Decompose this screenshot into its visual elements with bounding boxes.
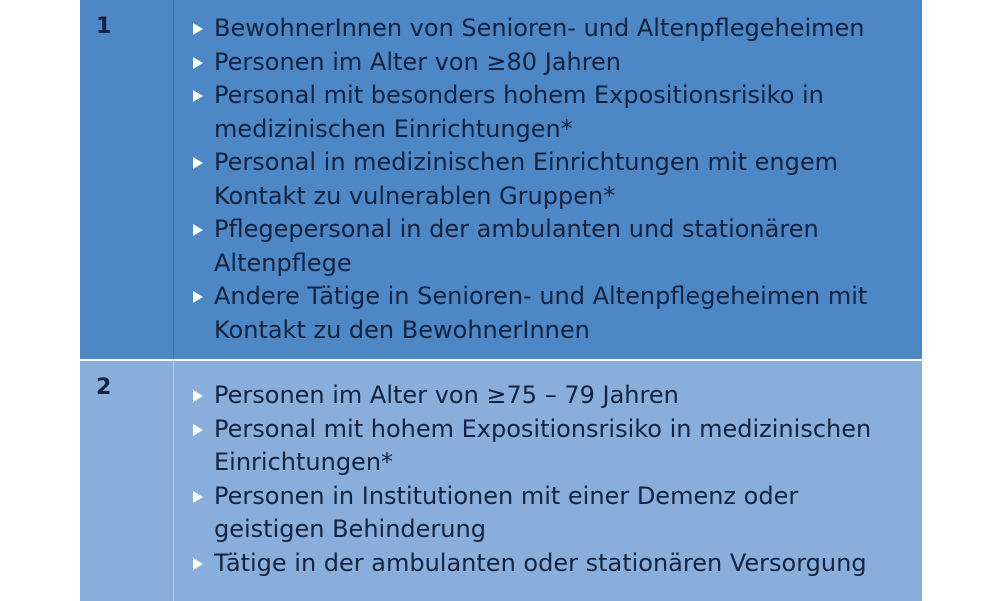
triangle-bullet-icon xyxy=(193,90,203,102)
triangle-bullet-icon xyxy=(193,23,203,35)
priority-table xyxy=(80,0,922,577)
triangle-bullet-icon xyxy=(193,157,203,169)
list-item xyxy=(190,379,910,413)
list-item-text: Personal in medizinischen Einrichtungen mit engem Kontakt zu vulnerablen Gruppen* xyxy=(214,148,838,210)
list-item xyxy=(190,12,910,46)
list-item-text: Personen im Alter von ≥75 – 79 Jahren xyxy=(214,381,679,409)
priority-group-list xyxy=(190,12,910,347)
list-item xyxy=(190,413,910,480)
list-item xyxy=(190,146,910,213)
priority-number: 1 xyxy=(96,14,112,39)
triangle-bullet-icon xyxy=(193,390,203,402)
list-item xyxy=(190,46,910,80)
list-item-text: Andere Tätige in Senioren- und Altenpflegeheimen mit Kontakt zu den BewohnerInnen xyxy=(214,282,868,344)
list-item-text: Tätige in der ambulanten oder stationären Versorgung xyxy=(214,548,867,577)
table-row-priority-2 xyxy=(80,361,922,601)
list-item xyxy=(190,213,910,280)
priority-number: 2 xyxy=(96,375,112,400)
triangle-bullet-icon xyxy=(193,57,203,69)
priority-group-list xyxy=(190,379,910,580)
list-item-text: Personen im Alter von ≥80 Jahren xyxy=(214,47,622,76)
triangle-bullet-icon xyxy=(193,491,203,503)
list-item-text: BewohnerInnen von Senioren- und Altenpflegeheimen xyxy=(214,14,865,42)
table-row-priority-1 xyxy=(80,0,922,359)
column-divider xyxy=(173,361,174,601)
triangle-bullet-icon xyxy=(193,291,203,303)
triangle-bullet-icon xyxy=(193,558,203,570)
list-item xyxy=(190,480,910,547)
column-divider xyxy=(173,0,174,359)
list-item-text: Personal mit hohem Expositionsrisiko in medizinischen Einrichtungen* xyxy=(214,414,872,476)
triangle-bullet-icon xyxy=(193,224,203,236)
list-item-text: Pflegepersonal in der ambulanten und stationären Altenpflege xyxy=(214,215,819,277)
triangle-bullet-icon xyxy=(193,424,203,436)
list-item xyxy=(190,547,910,581)
list-item xyxy=(190,280,910,347)
list-item-text: Personal mit besonders hohem Expositionsrisiko in medizinischen Einrichtungen* xyxy=(214,81,824,143)
list-item xyxy=(190,79,910,146)
list-item-text: Personen in Institutionen mit einer Demenz oder geistigen Behinderung xyxy=(214,481,799,543)
